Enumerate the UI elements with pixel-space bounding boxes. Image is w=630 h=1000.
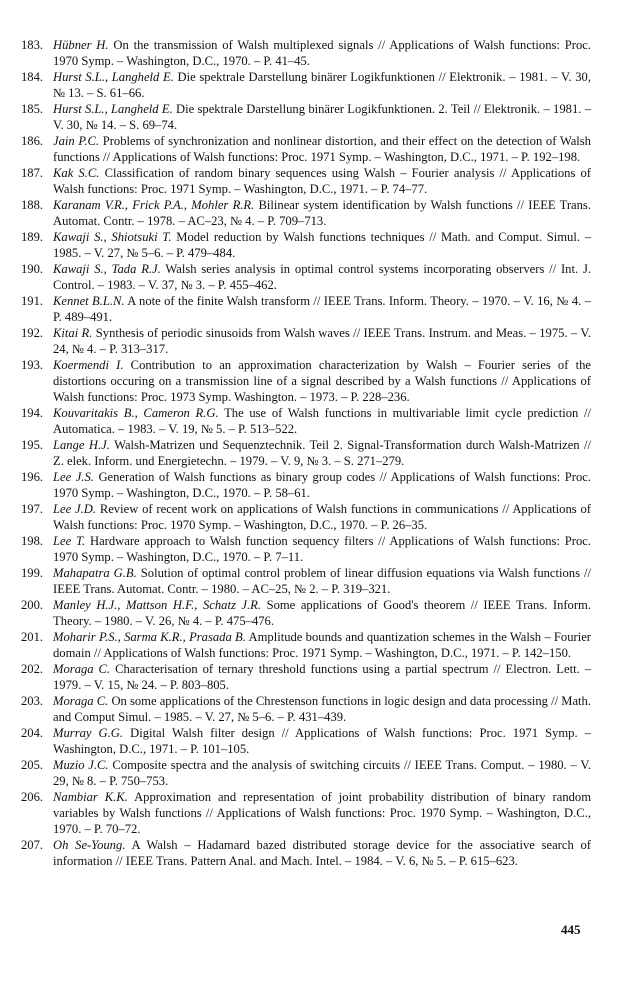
reference-text: Review of recent work on applications of Walsh functions in communications // Applications of Walsh functions: Proc. 1970 Symp. – Washington, D.C., 1970. – P. 26–35. <box>53 502 591 532</box>
reference-number: 207. <box>21 838 44 852</box>
reference-authors: Moraga C. <box>53 662 111 676</box>
reference-text: On some applications of the Chrestenson functions in logic design and data processing // Math. and Comput Simul. – 1985. – V. 27, № 5–6. – P. 431–439. <box>53 694 591 724</box>
reference-number: 186. <box>21 134 44 148</box>
reference-entry <box>21 405 591 437</box>
reference-number: 194. <box>21 406 44 420</box>
reference-text: Walsh-Matrizen und Sequenztechnik. Teil 2. Signal-Transformation durch Walsh-Matrizen // Z. elek. Inform. und Energietechn. – 1979. – V. 9, № 3. – S. 271–279. <box>53 438 592 468</box>
reference-authors: Kawaji S., Shiotsuki T. <box>53 230 172 244</box>
reference-authors: Moharir P.S., Sarma K.R., Prasada B. <box>53 630 246 644</box>
reference-number: 184. <box>21 70 44 84</box>
reference-entry <box>21 469 591 501</box>
reference-authors: Manley H.J., Mattson H.F., Schatz J.R. <box>53 598 262 612</box>
reference-text: Die spektrale Darstellung binärer Logikfunktionen. 2. Teil // Elektronik. – 1981. – V. 30, № 14. – S. 69–74. <box>53 102 591 132</box>
reference-entry <box>21 597 591 629</box>
reference-number: 205. <box>21 758 44 772</box>
reference-entry <box>21 629 591 661</box>
reference-text: Approximation and representation of joint probability distribution of binary random variables by Walsh functions // Applications of Walsh functions: Proc. 1970 Symp. – Washington, D.C., 1970. – P. 70–72. <box>53 790 592 836</box>
reference-number: 185. <box>21 102 44 116</box>
reference-text: Classification of random binary sequences using Walsh – Fourier analysis // Applications of Walsh functions: Proc. 1971 Symp. – Washington, D.C., 1971. – P. 74–77. <box>53 166 591 196</box>
reference-number: 195. <box>21 438 44 452</box>
reference-text: A note of the finite Walsh transform // IEEE Trans. Inform. Theory. – 1970. – V. 16, № 4. – P. 489–491. <box>53 294 591 324</box>
reference-entry <box>21 693 591 725</box>
reference-authors: Moraga C. <box>53 694 109 708</box>
reference-authors: Hübner H. <box>53 38 109 52</box>
reference-text: Die spektrale Darstellung binärer Logikfunktionen // Elektronik. – 1981. – V. 30, № 13. – S. 61–66. <box>53 70 591 100</box>
reference-number: 187. <box>21 166 44 180</box>
reference-text: Composite spectra and the analysis of switching circuits // IEEE Trans. Comput. – 1980. – V. 29, № 8. – P. 750–753. <box>53 758 592 788</box>
reference-text: Model reduction by Walsh functions techniques // Math. and Comput. Simul. – 1985. – V. 27, № 5–6. – P. 479–484. <box>53 230 591 260</box>
reference-authors: Kak S.C. <box>53 166 100 180</box>
reference-authors: Kennet B.L.N. <box>53 294 125 308</box>
reference-number: 188. <box>21 198 44 212</box>
reference-number: 196. <box>21 470 44 484</box>
reference-text: A Walsh – Hadamard bazed distributed storage device for the associative search of information // IEEE Trans. Pattern Anal. and Mach. Intel. – 1984. – V. 6, № 5. – P. 615–623. <box>53 838 591 868</box>
reference-text: Some applications of Good's theorem // IEEE Trans. Inform. Theory. – 1980. – V. 26, № 4. – P. 475–476. <box>53 598 591 628</box>
reference-number: 201. <box>21 630 44 644</box>
reference-number: 204. <box>21 726 44 740</box>
reference-authors: Karanam V.R., Frick P.A., Mohler R.R. <box>53 198 255 212</box>
reference-number: 190. <box>21 262 44 276</box>
reference-number: 189. <box>21 230 44 244</box>
reference-number: 192. <box>21 326 44 340</box>
reference-entry <box>21 789 591 837</box>
reference-authors: Mahapatra G.B. <box>53 566 137 580</box>
page-number: 445 <box>561 922 581 937</box>
reference-number: 183. <box>21 38 44 52</box>
reference-text: Walsh series analysis in optimal control systems incorporating observers // Int. J. Control. – 1983. – V. 37, № 3. – P. 455–462. <box>53 262 592 292</box>
reference-entry <box>21 293 591 325</box>
reference-authors: Hurst S.L., Langheld E. <box>53 70 174 84</box>
reference-number: 206. <box>21 790 44 804</box>
reference-text: Contribution to an approximation characterization by Walsh – Fourier series of the distortions occuring on a transmission line of a signal described by a Walsh functions // Applications of Walsh functions: Proc. 1973 Symp. Washington. – 1973. – P. 228–236. <box>53 358 591 404</box>
reference-number: 193. <box>21 358 44 372</box>
reference-text: Solution of optimal control problem of linear diffusion equations via Walsh functions // IEEE Trans. Automat. Contr. – 1980. – AC–25, № 2. – P. 319–321. <box>53 566 591 596</box>
reference-number: 191. <box>21 294 44 308</box>
reference-authors: Hurst S.L., Langheld E. <box>53 102 173 116</box>
reference-entry <box>21 37 591 69</box>
reference-number: 202. <box>21 662 44 676</box>
reference-text: Digital Walsh filter design // Applications of Walsh functions: Proc. 1971 Symp. – Washington, D.C., 1971. – P. 101–105. <box>53 726 591 756</box>
reference-authors: Murray G.G. <box>53 726 124 740</box>
reference-number: 199. <box>21 566 44 580</box>
reference-entry <box>21 357 591 405</box>
reference-authors: Lange H.J. <box>53 438 110 452</box>
reference-entry <box>21 661 591 693</box>
reference-authors: Kouvaritakis B., Cameron R.G. <box>53 406 219 420</box>
reference-entry <box>21 437 591 469</box>
reference-text: Problems of synchronization and nonlinear distortion, and their effect on the detection of Walsh functions // Applications of Walsh functions: Proc. 1971 Symp. – Washington, D.C., 1971. – P. 192–198. <box>53 134 591 164</box>
reference-text: Synthesis of periodic sinusoids from Walsh waves // IEEE Trans. Instrum. and Meas. – 1975. – V. 24, № 4. – P. 313–317. <box>53 326 591 356</box>
reference-authors: Muzio J.C. <box>53 758 109 772</box>
reference-number: 200. <box>21 598 44 612</box>
reference-authors: Lee J.S. <box>53 470 94 484</box>
reference-entry <box>21 565 591 597</box>
reference-authors: Oh Se-Young. <box>53 838 126 852</box>
reference-authors: Koermendi I. <box>53 358 124 372</box>
reference-entry <box>21 197 591 229</box>
reference-text: Hardware approach to Walsh function sequency filters // Applications of Walsh functions: Proc. 1970 Symp. – Washington, D.C., 1970. – P. 7–11. <box>53 534 591 564</box>
reference-authors: Nambiar K.K. <box>53 790 128 804</box>
reference-entry <box>21 69 591 101</box>
reference-authors: Kitai R. <box>53 326 93 340</box>
reference-entry <box>21 165 591 197</box>
reference-text: Characterisation of ternary threshold functions using a partial spectrum // Electron. Lett. – 1979. – V. 15, № 24. – P. 803–805. <box>53 662 591 692</box>
reference-authors: Jain P.C. <box>53 134 100 148</box>
reference-entry <box>21 133 591 165</box>
reference-authors: Lee T. <box>53 534 86 548</box>
reference-entry <box>21 501 591 533</box>
reference-entry <box>21 229 591 261</box>
reference-entry <box>21 261 591 293</box>
reference-entry <box>21 725 591 757</box>
reference-list <box>21 37 591 869</box>
reference-authors: Lee J.D. <box>53 502 96 516</box>
reference-entry <box>21 325 591 357</box>
reference-text: Bilinear system identification by Walsh functions // IEEE Trans. Automat. Contr. – 1978. – AC–23, № 4. – P. 709–713. <box>53 198 591 228</box>
reference-number: 197. <box>21 502 44 516</box>
reference-text: Generation of Walsh functions as binary group codes // Applications of Walsh functions: Proc. 1970 Symp. – Washington, D.C., 1970. – P. 58–61. <box>53 470 591 500</box>
reference-text: Amplitude bounds and quantization schemes in the Walsh – Fourier domain // Applications of Walsh functions: Proc. 1971 Symp. – Washington, D.C., 1971. – P. 142–150. <box>53 630 591 660</box>
reference-entry <box>21 757 591 789</box>
reference-text: The use of Walsh functions in multivariable limit cycle prediction // Automatica. – 1983. – V. 19, № 5. – P. 513–522. <box>53 406 591 436</box>
reference-authors: Kawaji S., Tada R.J. <box>53 262 161 276</box>
reference-entry <box>21 101 591 133</box>
reference-number: 203. <box>21 694 44 708</box>
reference-entry <box>21 533 591 565</box>
reference-entry <box>21 837 591 869</box>
reference-text: On the transmission of Walsh multiplexed signals // Applications of Walsh functions: Proc. 1970 Symp. – Washington, D.C., 1970. – P. 41–45. <box>53 38 591 68</box>
reference-number: 198. <box>21 534 44 548</box>
